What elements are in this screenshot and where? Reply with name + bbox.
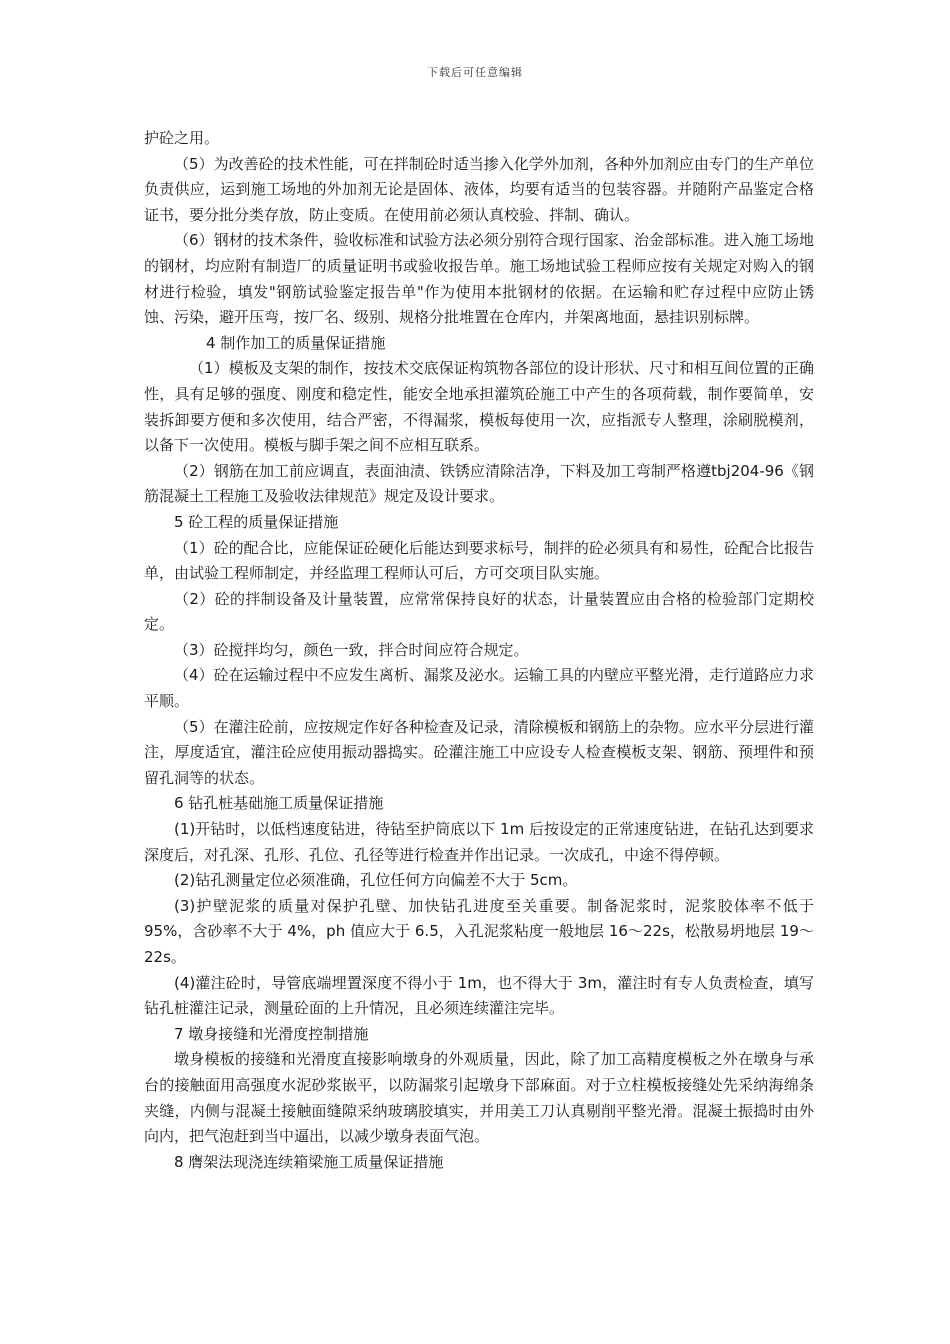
section-heading: 8 膺架法现浇连续箱梁施工质量保证措施 [174,1152,444,1171]
paragraph: (1)开钻时，以低档速度钻进，待钻至护筒底以下 1m 后按设定的正常速度钻进，在钻孔达到要求深度后，对孔深、孔形、孔位、孔径等进行检查并作出记录。一次成孔，中途不得停顿。 [144,820,814,864]
section-heading: 4 制作加工的质量保证措施 [206,333,386,352]
paragraph: （2）砼的拌制设备及计量装置，应常常保持良好的状态，计量装置应由合格的检验部门定期校定。 [144,589,814,634]
page-header: 下载后可任意编辑 [427,66,523,79]
paragraph: （5）为改善砼的技术性能，可在拌制砼时适当掺入化学外加剂，各种外加剂应由专门的生产单位负责供应，运到施工场地的外加剂无论是固体、液体，均要有适当的包装容器。并随附产品鉴定合格证书，要分批分类存放，防止变质。在使用前必须认真校验、拌制、确认。 [144,154,814,224]
paragraph: (4)灌注砼时，导管底端埋置深度不得小于 1m，也不得大于 3m，灌注时有专人负责检查，填写钻孔桩灌注记录，测量砼面的上升情况，且必须连续灌注完毕。 [144,973,814,1018]
paragraph: （1）砼的配合比，应能保证砼硬化后能达到要求标号，制拌的砼必须具有和易性，砼配合比报告单，由试验工程师制定，并经监理工程师认可后，方可交项目队实施。 [144,538,814,583]
document-body [144,126,814,1175]
paragraph: （1）模板及支架的制作，按技术交底保证构筑物各部位的设计形状、尺寸和相互间位置的正确性，具有足够的强度、刚度和稳定性，能安全地承担灌筑砼施工中产生的各项荷载，制作要简单，安装拆卸要方便和多次使用，结合严密，不得漏浆，模板每使用一次，应指派专人整理，涂刷脱模剂，以备下一次使用。模板与脚手架之间不应相互联系。 [144,359,814,455]
paragraph: 墩身模板的接缝和光滑度直接影响墩身的外观质量，因此，除了加工高精度模板之外在墩身与承台的接触面用高强度水泥砂浆嵌平，以防漏浆引起墩身下部麻面。对于立柱模板接缝处先采纳海绵条夹缝，内侧与混凝土接触面缝隙采纳玻璃胶填实，并用美工刀认真剔削平整光滑。混凝土振捣时由外向内，把气泡赶到当中逼出，以减少墩身表面气泡。 [144,1050,814,1146]
paragraph: （5）在灌注砼前，应按规定作好各种检查及记录，清除模板和钢筋上的杂物。应水平分层进行灌注，厚度适宜，灌注砼应使用振动器捣实。砼灌注施工中应设专人检查模板支架、钢筋、预埋件和预留孔洞等的状态。 [144,717,814,787]
paragraph: (2)钻孔测量定位必须准确，孔位任何方向偏差不大于 5cm。 [174,871,578,890]
paragraph: 护砼之用。 [144,129,220,147]
paragraph: （4）砼在运输过程中不应发生离析、漏浆及泌水。运输工具的内壁应平整光滑，走行道路应力求平顺。 [144,666,814,711]
section-heading: 7 墩身接缝和光滑度控制措施 [174,1024,369,1043]
paragraph: (3)护壁泥浆的质量对保护孔壁、加快钻孔进度至关重要。制备泥浆时，泥浆胶体率不低于 95%，含砂率不大于 4%，ph 值应大于 6.5，入孔泥浆粘度一般地层 16～22s，松散易坍地层 19～22s。 [144,896,814,966]
paragraph: （6）钢材的技术条件，验收标准和试验方法必须分别符合现行国家、治金部标准。进入施工场地的钢材，均应附有制造厂的质量证明书或验收报告单。施工场地试验工程师应按有关规定对购入的钢材进行检验，填发"钢筋试验鉴定报告单"作为使用本批钢材的依据。在运输和贮存过程中应防止锈蚀、污染，避开压弯，按厂名、级别、规格分批堆置在仓库内，并架离地面，悬挂识别标牌。 [144,231,814,327]
section-heading: 5 砼工程的质量保证措施 [174,512,339,531]
section-heading: 6 钻孔桩基础施工质量保证措施 [174,794,384,813]
paragraph: （2）钢筋在加工前应调直，表面油渍、铁锈应清除洁净，下料及加工弯制严格遵tbj204-96《钢筋混凝土工程施工及验收法律规范》规定及设计要求。 [144,461,814,506]
paragraph: （3）砼搅拌均匀，颜色一致，拌合时间应符合规定。 [174,640,529,659]
